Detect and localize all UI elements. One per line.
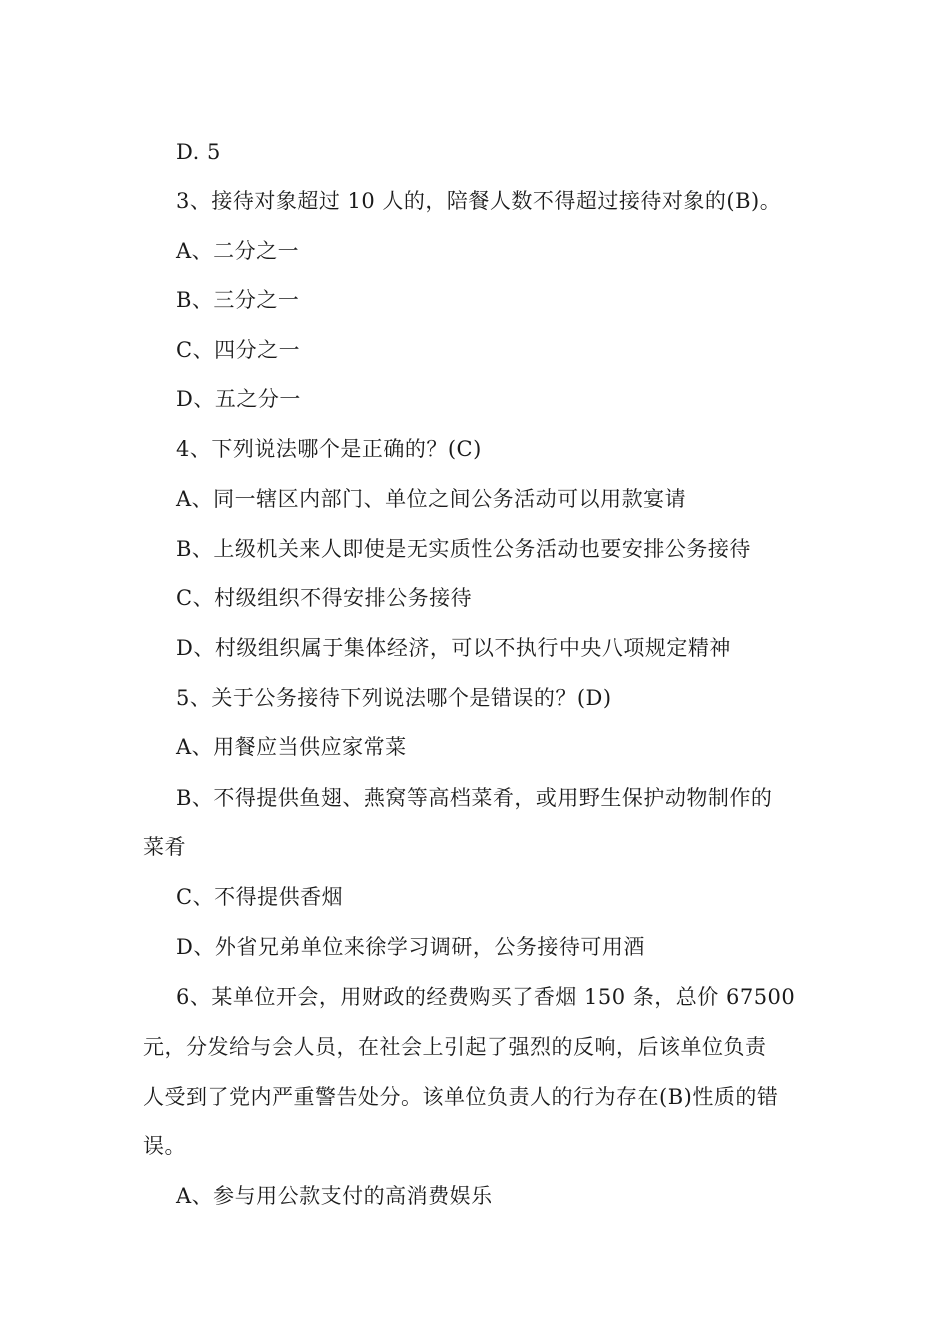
option-q5-b-continued: 菜肴	[143, 835, 186, 859]
option-q5-d: D、外省兄弟单位来徐学习调研，公务接待可用酒	[176, 935, 645, 959]
option-q5-c: C、不得提供香烟	[176, 885, 344, 909]
option-q4-d: D、村级组织属于集体经济，可以不执行中央八项规定精神	[176, 636, 731, 660]
option-q3-a: A、二分之一	[176, 239, 300, 263]
question-4: 4、下列说法哪个是正确的？(C)	[176, 437, 482, 461]
question-6-line-4: 误。	[143, 1134, 186, 1158]
question-6-line-3: 人受到了党内严重警告处分。该单位负责人的行为存在(B)性质的错	[143, 1085, 779, 1109]
option-q5-b: B、不得提供鱼翅、燕窝等高档菜肴，或用野生保护动物制作的	[176, 786, 773, 810]
question-3: 3、接待对象超过 10 人的，陪餐人数不得超过接待对象的(B)。	[176, 189, 782, 213]
option-q4-c: C、村级组织不得安排公务接待	[176, 586, 473, 610]
option-q5-a: A、用餐应当供应家常菜	[176, 735, 407, 759]
question-6: 6、某单位开会，用财政的经费购买了香烟 150 条，总价 67500	[176, 985, 796, 1009]
option-q3-c: C、四分之一	[176, 338, 301, 362]
option-q4-a: A、同一辖区内部门、单位之间公务活动可以用款宴请	[176, 487, 687, 511]
option-q2-d: D. 5	[176, 140, 221, 164]
option-q3-b: B、三分之一	[176, 288, 300, 312]
option-q4-b: B、上级机关来人即使是无实质性公务活动也要安排公务接待	[176, 537, 751, 561]
question-6-line-2: 元，分发给与会人员，在社会上引起了强烈的反响，后该单位负责	[143, 1035, 767, 1059]
option-q3-d: D、五之分一	[176, 387, 301, 411]
option-q6-a: A、参与用公款支付的高消费娱乐	[176, 1184, 493, 1208]
question-5: 5、关于公务接待下列说法哪个是错误的？(D)	[176, 686, 612, 710]
